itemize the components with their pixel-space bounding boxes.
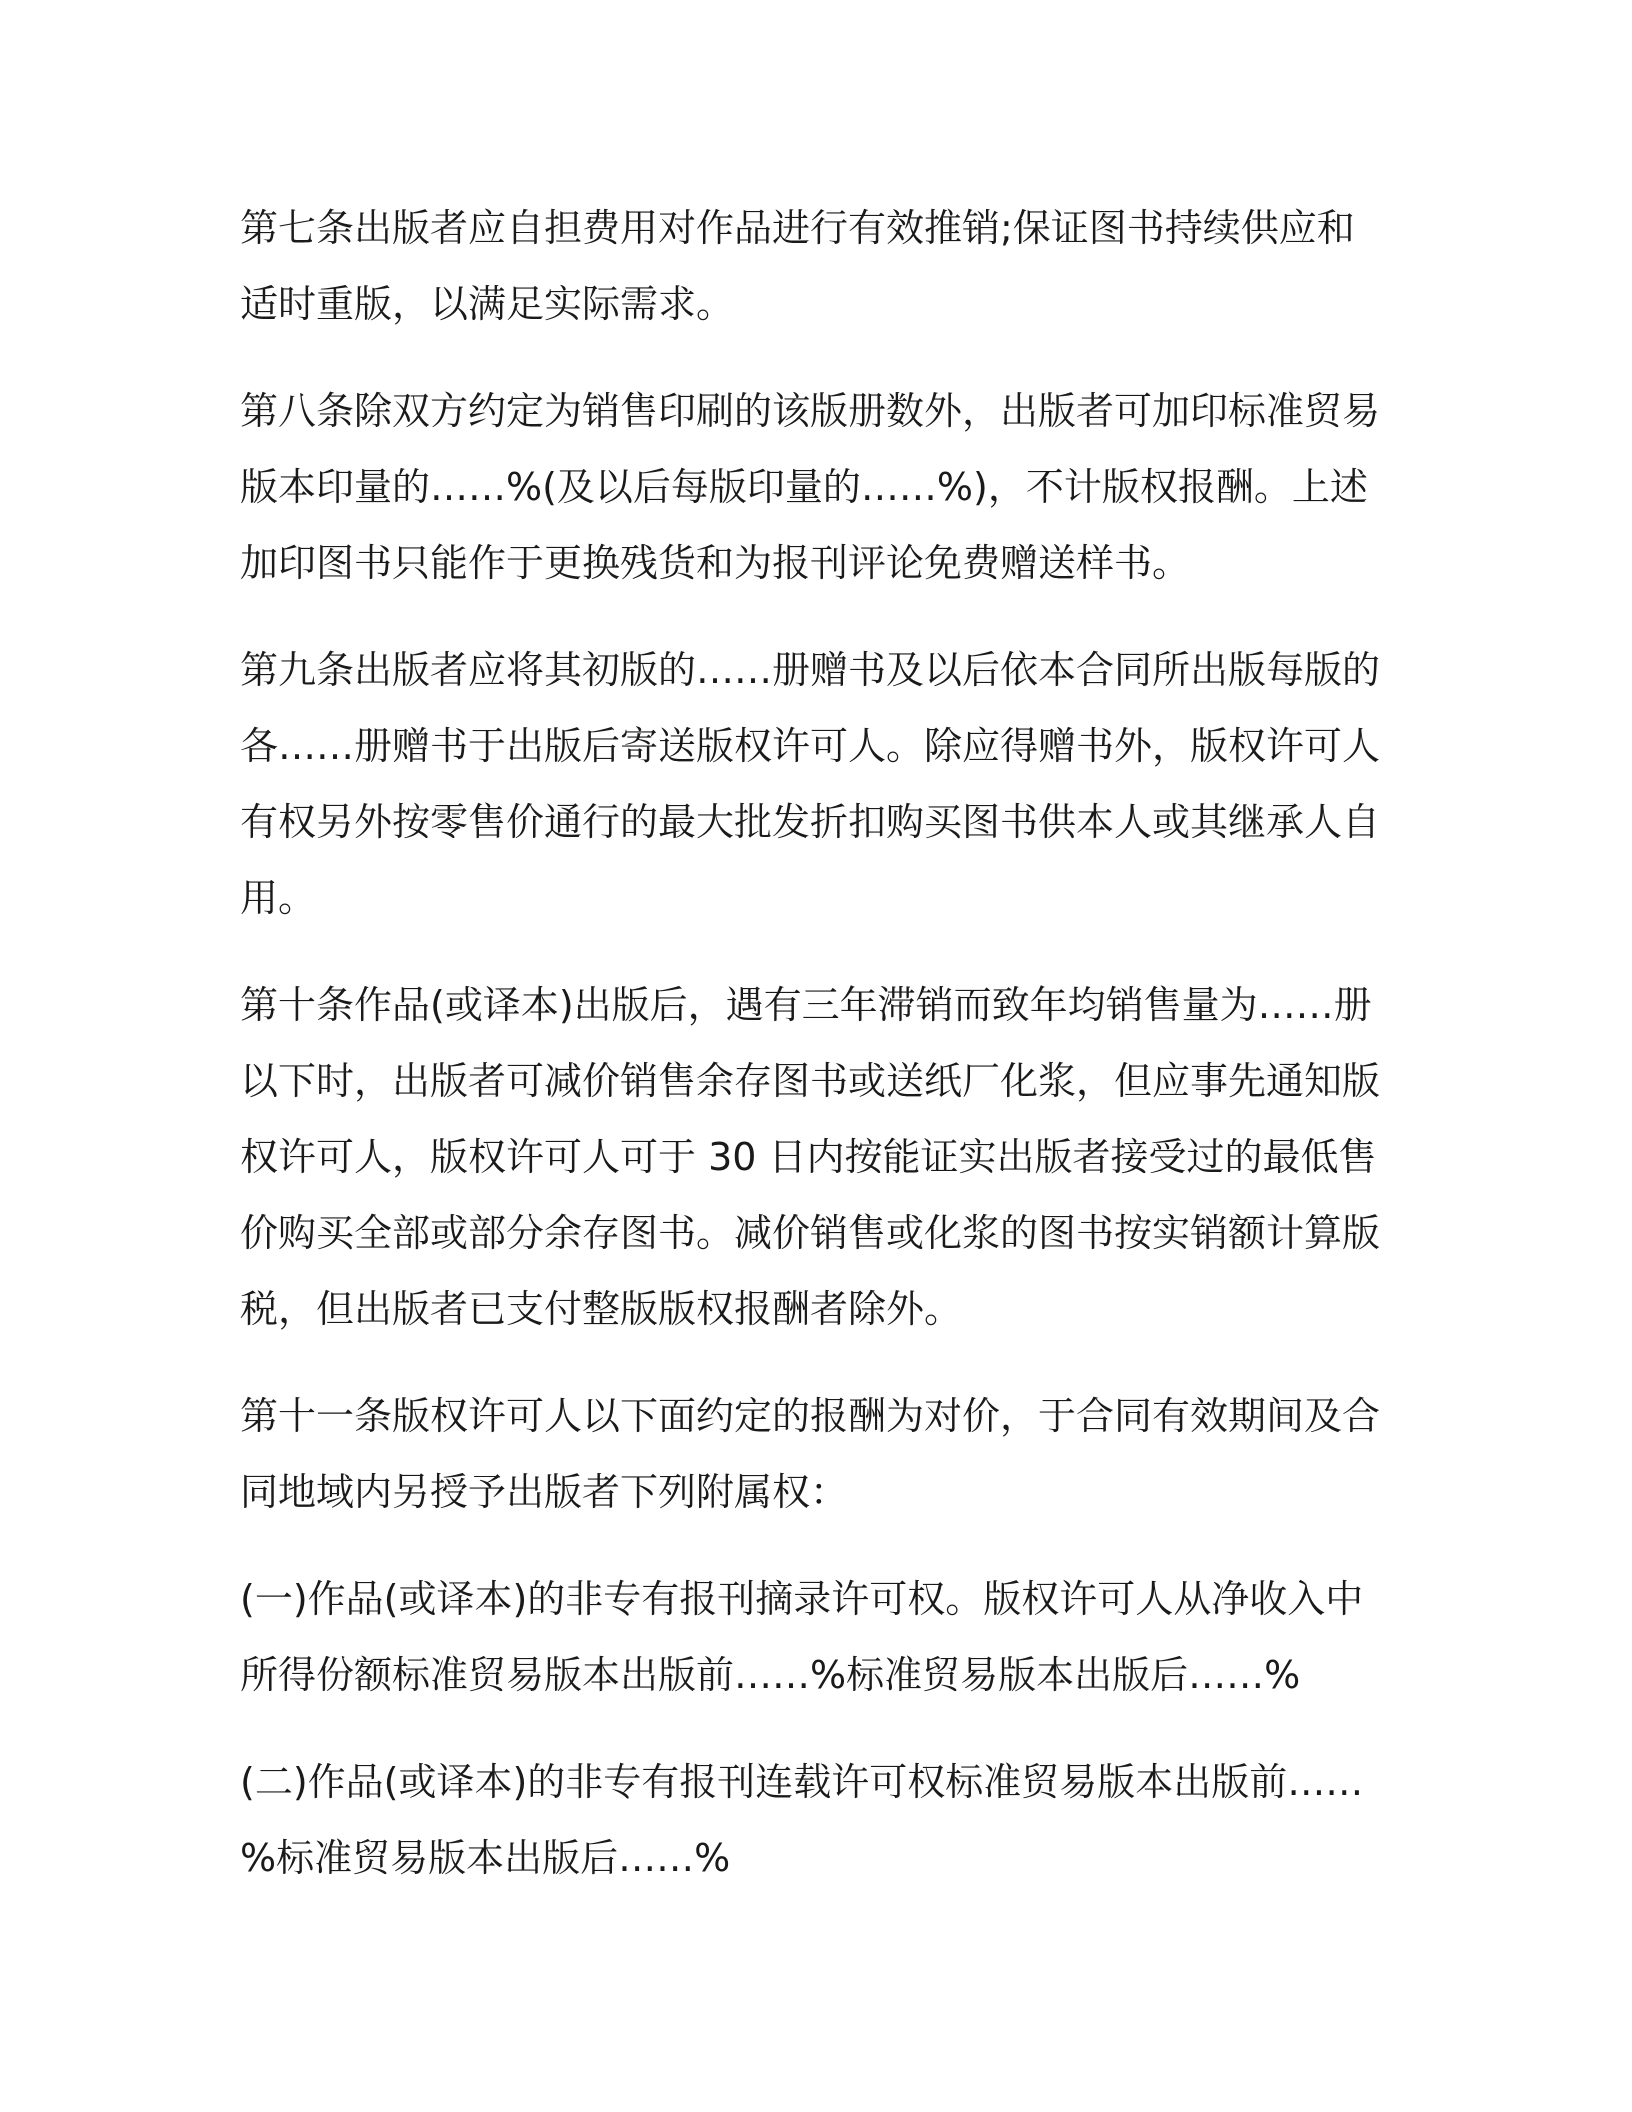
article-11-item-1-paragraph: (一)作品(或译本)的非专有报刊摘录许可权。版权许可人从净收入中所得份额标准贸易版本出版前……%标准贸易版本出版后……% — [240, 1577, 1364, 1697]
document-body — [240, 190, 1390, 1927]
article-11-paragraph: 第十一条版权许可人以下面约定的报酬为对价，于合同有效期间及合同地域内另授予出版者下列附属权： — [240, 1394, 1381, 1514]
article-9-paragraph: 第九条出版者应将其初版的……册赠书及以后依本合同所出版每版的各……册赠书于出版后寄送版权许可人。除应得赠书外，版权许可人有权另外按零售价通行的最大批发折扣购买图书供本人或其继承人自用。 — [240, 648, 1381, 920]
article-10-paragraph: 第十条作品(或译本)出版后，遇有三年滞销而致年均销售量为……册以下时，出版者可减价销售余存图书或送纸厂化浆，但应事先通知版权许可人，版权许可人可于 30 日内按能证实出版者接受过的最低售价购买全部或部分余存图书。减价销售或化浆的图书按实销额计算版税，但出版者已支付整版版权报酬者除外。 — [240, 983, 1381, 1331]
article-8-paragraph: 第八条除双方约定为销售印刷的该版册数外，出版者可加印标准贸易版本印量的……%(及以后每版印量的……%)，不计版权报酬。上述加印图书只能作于更换残货和为报刊评论免费赠送样书。 — [240, 389, 1381, 585]
article-11-item-2-paragraph: (二)作品(或译本)的非专有报刊连载许可权标准贸易版本出版前……%标准贸易版本出版后……% — [240, 1760, 1364, 1880]
article-7-paragraph: 第七条出版者应自担费用对作品进行有效推销;保证图书持续供应和适时重版，以满足实际需求。 — [240, 206, 1355, 326]
